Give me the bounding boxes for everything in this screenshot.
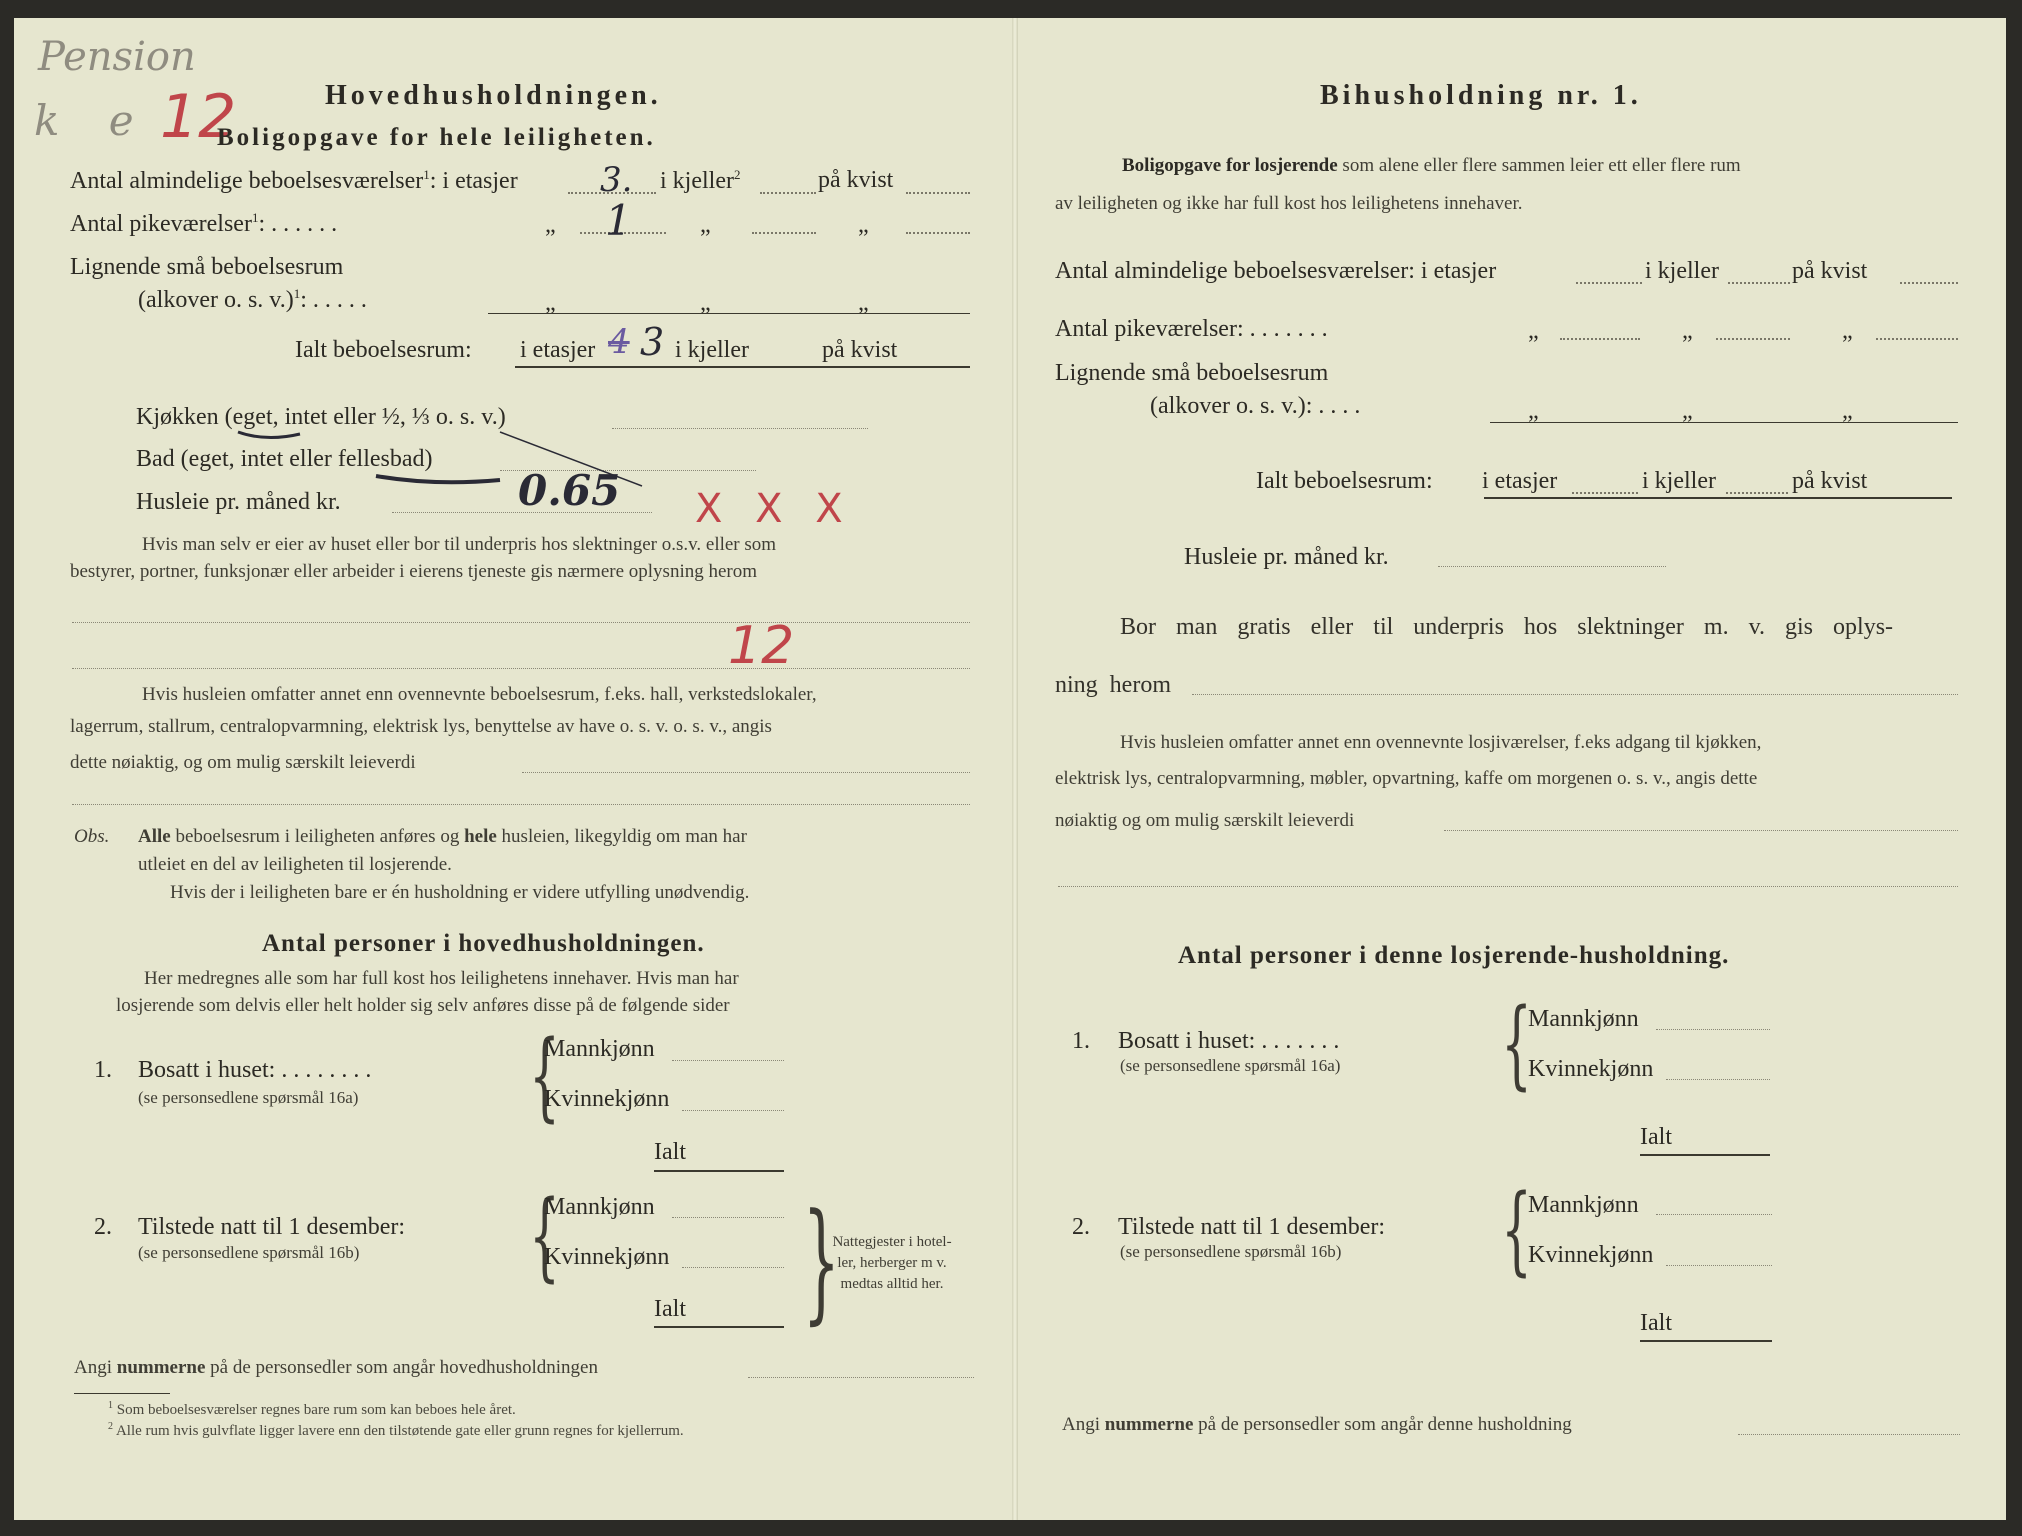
kjokken-underline-mark	[236, 428, 302, 442]
persons-title: Antal personer i hovedhusholdningen.	[262, 930, 705, 957]
bad-label: Bad (eget, intet eller fellesbad)	[136, 446, 433, 472]
p1-ialt-label: Ialt	[654, 1139, 686, 1165]
right-row3-ditto-1: „	[1528, 398, 1539, 424]
right-row1-kvist-field[interactable]	[1900, 282, 1958, 284]
row3-ditto-1: „	[545, 290, 556, 316]
footnote-rule	[74, 1393, 170, 1394]
p2-ialt-label: Ialt	[654, 1296, 686, 1322]
row2-ditto-3: „	[858, 212, 869, 238]
right-intro-line1: Boligopgave for losjerende som alene eller flere sammen leier ett eller flere rum	[1122, 155, 1741, 176]
right-row1-kvist-label: på kvist	[1792, 258, 1868, 284]
row3-ditto-3: „	[858, 290, 869, 316]
p2-kvinne-label: Kvinnekjønn	[544, 1244, 670, 1270]
bad-underline-mark	[374, 470, 504, 490]
p2-sub: (se personsedlene spørsmål 16b)	[138, 1243, 360, 1262]
right-p2-label: Tilstede natt til 1 desember:	[1118, 1214, 1386, 1240]
right-omfatter-line2: elektrisk lys, centralopvarmning, møbler, opvartning, kaffe om morgenen o. s. v., angis dette	[1055, 768, 1758, 789]
row2-ditto-2: „	[700, 212, 711, 238]
right-omfatter-field-1[interactable]	[1444, 830, 1958, 831]
right-p2-kvinne-field[interactable]	[1666, 1265, 1772, 1266]
angi-line: Angi nummerne på de personsedler som angår hovedhusholdningen	[74, 1357, 598, 1378]
kjokken-field[interactable]	[612, 428, 868, 429]
right-row1-etasjer-field[interactable]	[1576, 282, 1642, 284]
p1-kvinne-field[interactable]	[682, 1110, 784, 1111]
natt-note: Nattegjester i hotel- ler, herberger m v. medtas alltid her.	[832, 1234, 952, 1292]
right-row2-label: Antal pikeværelser: . . . . . . .	[1055, 316, 1328, 342]
right-row3-label-line2: (alkover o. s. v.): . . . .	[1150, 393, 1361, 419]
right-page-title: Bihusholdning nr. 1.	[1320, 80, 1642, 111]
ialt-kjeller-label: i kjeller	[675, 337, 749, 363]
footnote-1: $^1$ Som beboelsesværelser regnes bare rum som kan beboes hele året.	[108, 1400, 516, 1418]
right-p1-ialt-rule	[1640, 1154, 1770, 1156]
p1-mann-field[interactable]	[672, 1060, 784, 1061]
right-p1-mann-field[interactable]	[1656, 1029, 1770, 1030]
right-row2-etasjer-field[interactable]	[1560, 338, 1640, 340]
p1-kvinne-label: Kvinnekjønn	[544, 1086, 670, 1112]
right-ialt-etasjer-label: i etasjer	[1482, 468, 1558, 494]
right-row2-kjeller-field[interactable]	[1716, 338, 1790, 340]
p2-number: 2.	[94, 1214, 112, 1240]
p1-brace: {	[529, 1020, 560, 1132]
right-row1-kjeller-field[interactable]	[1728, 282, 1790, 284]
right-ialt-etasjer-field[interactable]	[1572, 492, 1638, 494]
row2-label: Antal pikeværelser$^1$: . . . . . .	[70, 210, 338, 237]
row2-ditto-1: „	[545, 212, 556, 238]
row2-kjeller-field[interactable]	[752, 232, 816, 234]
obs-label: Obs.	[74, 826, 110, 847]
husleie-label: Husleie pr. måned kr.	[136, 489, 341, 515]
right-persons-title: Antal personer i denne losjerende-husholdning.	[1178, 942, 1730, 969]
right-ialt-kjeller-label: i kjeller	[1642, 468, 1716, 494]
right-p1-sub: (se personsedlene spørsmål 16a)	[1120, 1056, 1341, 1075]
right-p1-kvinne-field[interactable]	[1666, 1079, 1770, 1080]
ialt-etasjer-value: 3	[640, 320, 665, 364]
row2-kvist-field[interactable]	[906, 232, 970, 234]
row1-label: Antal almindelige beboelsesværelser$^1$: i etasjer	[70, 167, 518, 194]
right-omfatter-line1: Hvis husleien omfatter annet enn ovennevnte losjiværelser, f.eks adgang til kjøkken,	[1120, 732, 1762, 753]
p2-brace: {	[529, 1180, 560, 1292]
p2-mann-field[interactable]	[672, 1217, 784, 1218]
right-gratis-line1: Bor man gratis eller til underpris hos slektninger m. v. gis oplys-	[1120, 614, 1894, 640]
kjokken-label: Kjøkken (eget, intet eller ½, ⅓ o. s. v.)	[136, 404, 506, 430]
right-row1-label: Antal almindelige beboelsesværelser: i etasjer	[1055, 258, 1497, 284]
p1-mann-label: Mannkjønn	[544, 1036, 655, 1062]
right-p2-sub: (se personsedlene spørsmål 16b)	[1120, 1242, 1342, 1261]
right-row3-label-line1: Lignende små beboelsesrum	[1055, 360, 1329, 386]
right-p2-mann-label: Mannkjønn	[1528, 1192, 1639, 1218]
p2-kvinne-field[interactable]	[682, 1267, 784, 1268]
p2-ialt-rule	[654, 1326, 784, 1328]
row3-label-line2: (alkover o. s. v.)$^1$: . . . . .	[138, 286, 367, 313]
red-x-marks: X X X	[695, 486, 853, 532]
row1-kvist-label: på kvist	[818, 167, 894, 193]
right-ialt-kvist-label: på kvist	[1792, 468, 1868, 494]
persons-note-line1: Her medregnes alle som har full kost hos leilighetens innehaver. Hvis man har	[144, 968, 739, 989]
right-husleie-label: Husleie pr. måned kr.	[1184, 544, 1389, 570]
right-gratis-field[interactable]	[1192, 694, 1958, 695]
footnote-2: $^2$ Alle rum hvis gulvflate ligger lavere enn den tilstøtende gate eller grunn regnes for kjellerrum.	[108, 1421, 684, 1439]
p1-sub: (se personsedlene spørsmål 16a)	[138, 1088, 359, 1107]
row1-kvist-field[interactable]	[906, 192, 970, 194]
right-p2-ialt-label: Ialt	[1640, 1310, 1672, 1336]
margin-red-number: 12	[160, 82, 237, 152]
ialt-etasjer-label: i etasjer	[520, 337, 596, 363]
p1-number: 1.	[94, 1057, 112, 1083]
omfatter-field-1[interactable]	[522, 772, 970, 773]
p2-mann-label: Mannkjønn	[544, 1194, 655, 1220]
row1-etasjer-value: 3.	[600, 160, 633, 200]
margin-code-note: k e	[34, 96, 152, 145]
husleie-value: 0.65	[518, 466, 621, 515]
margin-pencil-note: Pension	[38, 34, 196, 80]
p1-label: Bosatt i huset: . . . . . . . .	[138, 1057, 372, 1083]
row2-etasjer-value: 1	[605, 196, 632, 245]
p1-ialt-rule	[654, 1170, 784, 1172]
right-intro-line2: av leiligheten og ikke har full kost hos leilighetens innehaver.	[1055, 193, 1523, 214]
right-p2-mann-field[interactable]	[1656, 1214, 1772, 1215]
row3-label-line1: Lignende små beboelsesrum	[70, 254, 344, 280]
row3-rule	[488, 313, 970, 314]
right-p1-mann-label: Mannkjønn	[1528, 1006, 1639, 1032]
persons-note-line2: losjerende som delvis eller helt holder sig selv anføres disse på de følgende sider	[116, 995, 730, 1016]
right-p2-brace: {	[1501, 1174, 1532, 1286]
right-ialt-label: Ialt beboelsesrum:	[1256, 468, 1433, 494]
ialt-kvist-label: på kvist	[822, 337, 898, 363]
angi-field[interactable]	[748, 1377, 974, 1378]
right-p2-ialt-rule	[1640, 1340, 1772, 1342]
right-row3-ditto-3: „	[1842, 398, 1853, 424]
omfatter-line2: lagerrum, stallrum, centralopvarmning, elektrisk lys, benyttelse av have o. s. v. o. s. v., angis	[70, 716, 772, 737]
right-row2-ditto-3: „	[1842, 318, 1853, 344]
omfatter-field-2[interactable]	[72, 804, 970, 805]
right-p1-kvinne-label: Kvinnekjønn	[1528, 1056, 1654, 1082]
right-row3-ditto-2: „	[1682, 398, 1693, 424]
row3-ditto-2: „	[700, 290, 711, 316]
obs-line3: Hvis der i leiligheten bare er én husholdning er videre utfylling unødvendig.	[170, 882, 750, 903]
right-p1-brace: {	[1501, 988, 1532, 1100]
right-row3-rule	[1490, 422, 1958, 423]
eier-field-1[interactable]	[72, 622, 970, 623]
right-row2-ditto-2: „	[1682, 318, 1693, 344]
right-p1-ialt-label: Ialt	[1640, 1124, 1672, 1150]
page-subtitle: Boligopgave for hele leiligheten.	[217, 124, 656, 151]
right-angi-line: Angi nummerne på de personsedler som angår denne husholdning	[1062, 1414, 1572, 1435]
right-omfatter-field-2[interactable]	[1058, 886, 1958, 887]
red-note-number: 12	[728, 616, 795, 676]
right-row2-ditto-1: „	[1528, 318, 1539, 344]
right-row2-kvist-field[interactable]	[1876, 338, 1958, 340]
right-p2-kvinne-label: Kvinnekjønn	[1528, 1242, 1654, 1268]
ialt-rule	[515, 366, 970, 368]
right-gratis-line2: ning herom	[1055, 672, 1171, 698]
eier-note-line2: bestyrer, portner, funksjonær eller arbeider i eierens tjeneste gis nærmere oplysning herom	[70, 561, 758, 582]
obs-line2: utleiet en del av leiligheten til losjerende.	[138, 854, 452, 875]
right-p1-number: 1.	[1072, 1028, 1090, 1054]
page-fold	[1012, 18, 1018, 1520]
page-title: Hovedhusholdningen.	[325, 80, 662, 111]
row1-kjeller-field[interactable]	[760, 192, 816, 194]
right-row1-kjeller-label: i kjeller	[1645, 258, 1719, 284]
p2-close-brace: }	[802, 1185, 840, 1337]
omfatter-line1: Hvis husleien omfatter annet enn ovennevnte beboelsesrum, f.eks. hall, verkstedslokaler,	[142, 684, 817, 705]
right-p1-label: Bosatt i huset: . . . . . . .	[1118, 1028, 1340, 1054]
eier-note-line1: Hvis man selv er eier av huset eller bor til underpris hos slektninger o.s.v. eller som	[142, 534, 777, 555]
ialt-struck-value: 4	[608, 322, 630, 362]
right-omfatter-line3: nøiaktig og om mulig særskilt leieverdi	[1055, 810, 1355, 831]
right-ialt-rule	[1484, 497, 1952, 499]
right-husleie-field[interactable]	[1438, 566, 1666, 567]
p2-label: Tilstede natt til 1 desember:	[138, 1214, 406, 1240]
right-ialt-kjeller-field[interactable]	[1726, 492, 1788, 494]
row1-kjeller-label: i kjeller$^2$	[660, 167, 741, 194]
ialt-label: Ialt beboelsesrum:	[295, 337, 472, 363]
obs-line1: Alle beboelsesrum i leiligheten anføres og hele husleien, likegyldig om man har	[138, 826, 747, 847]
eier-field-2[interactable]	[72, 668, 970, 669]
right-angi-field[interactable]	[1738, 1434, 1960, 1435]
right-p2-number: 2.	[1072, 1214, 1090, 1240]
omfatter-line3: dette nøiaktig, og om mulig særskilt leieverdi	[70, 752, 416, 773]
